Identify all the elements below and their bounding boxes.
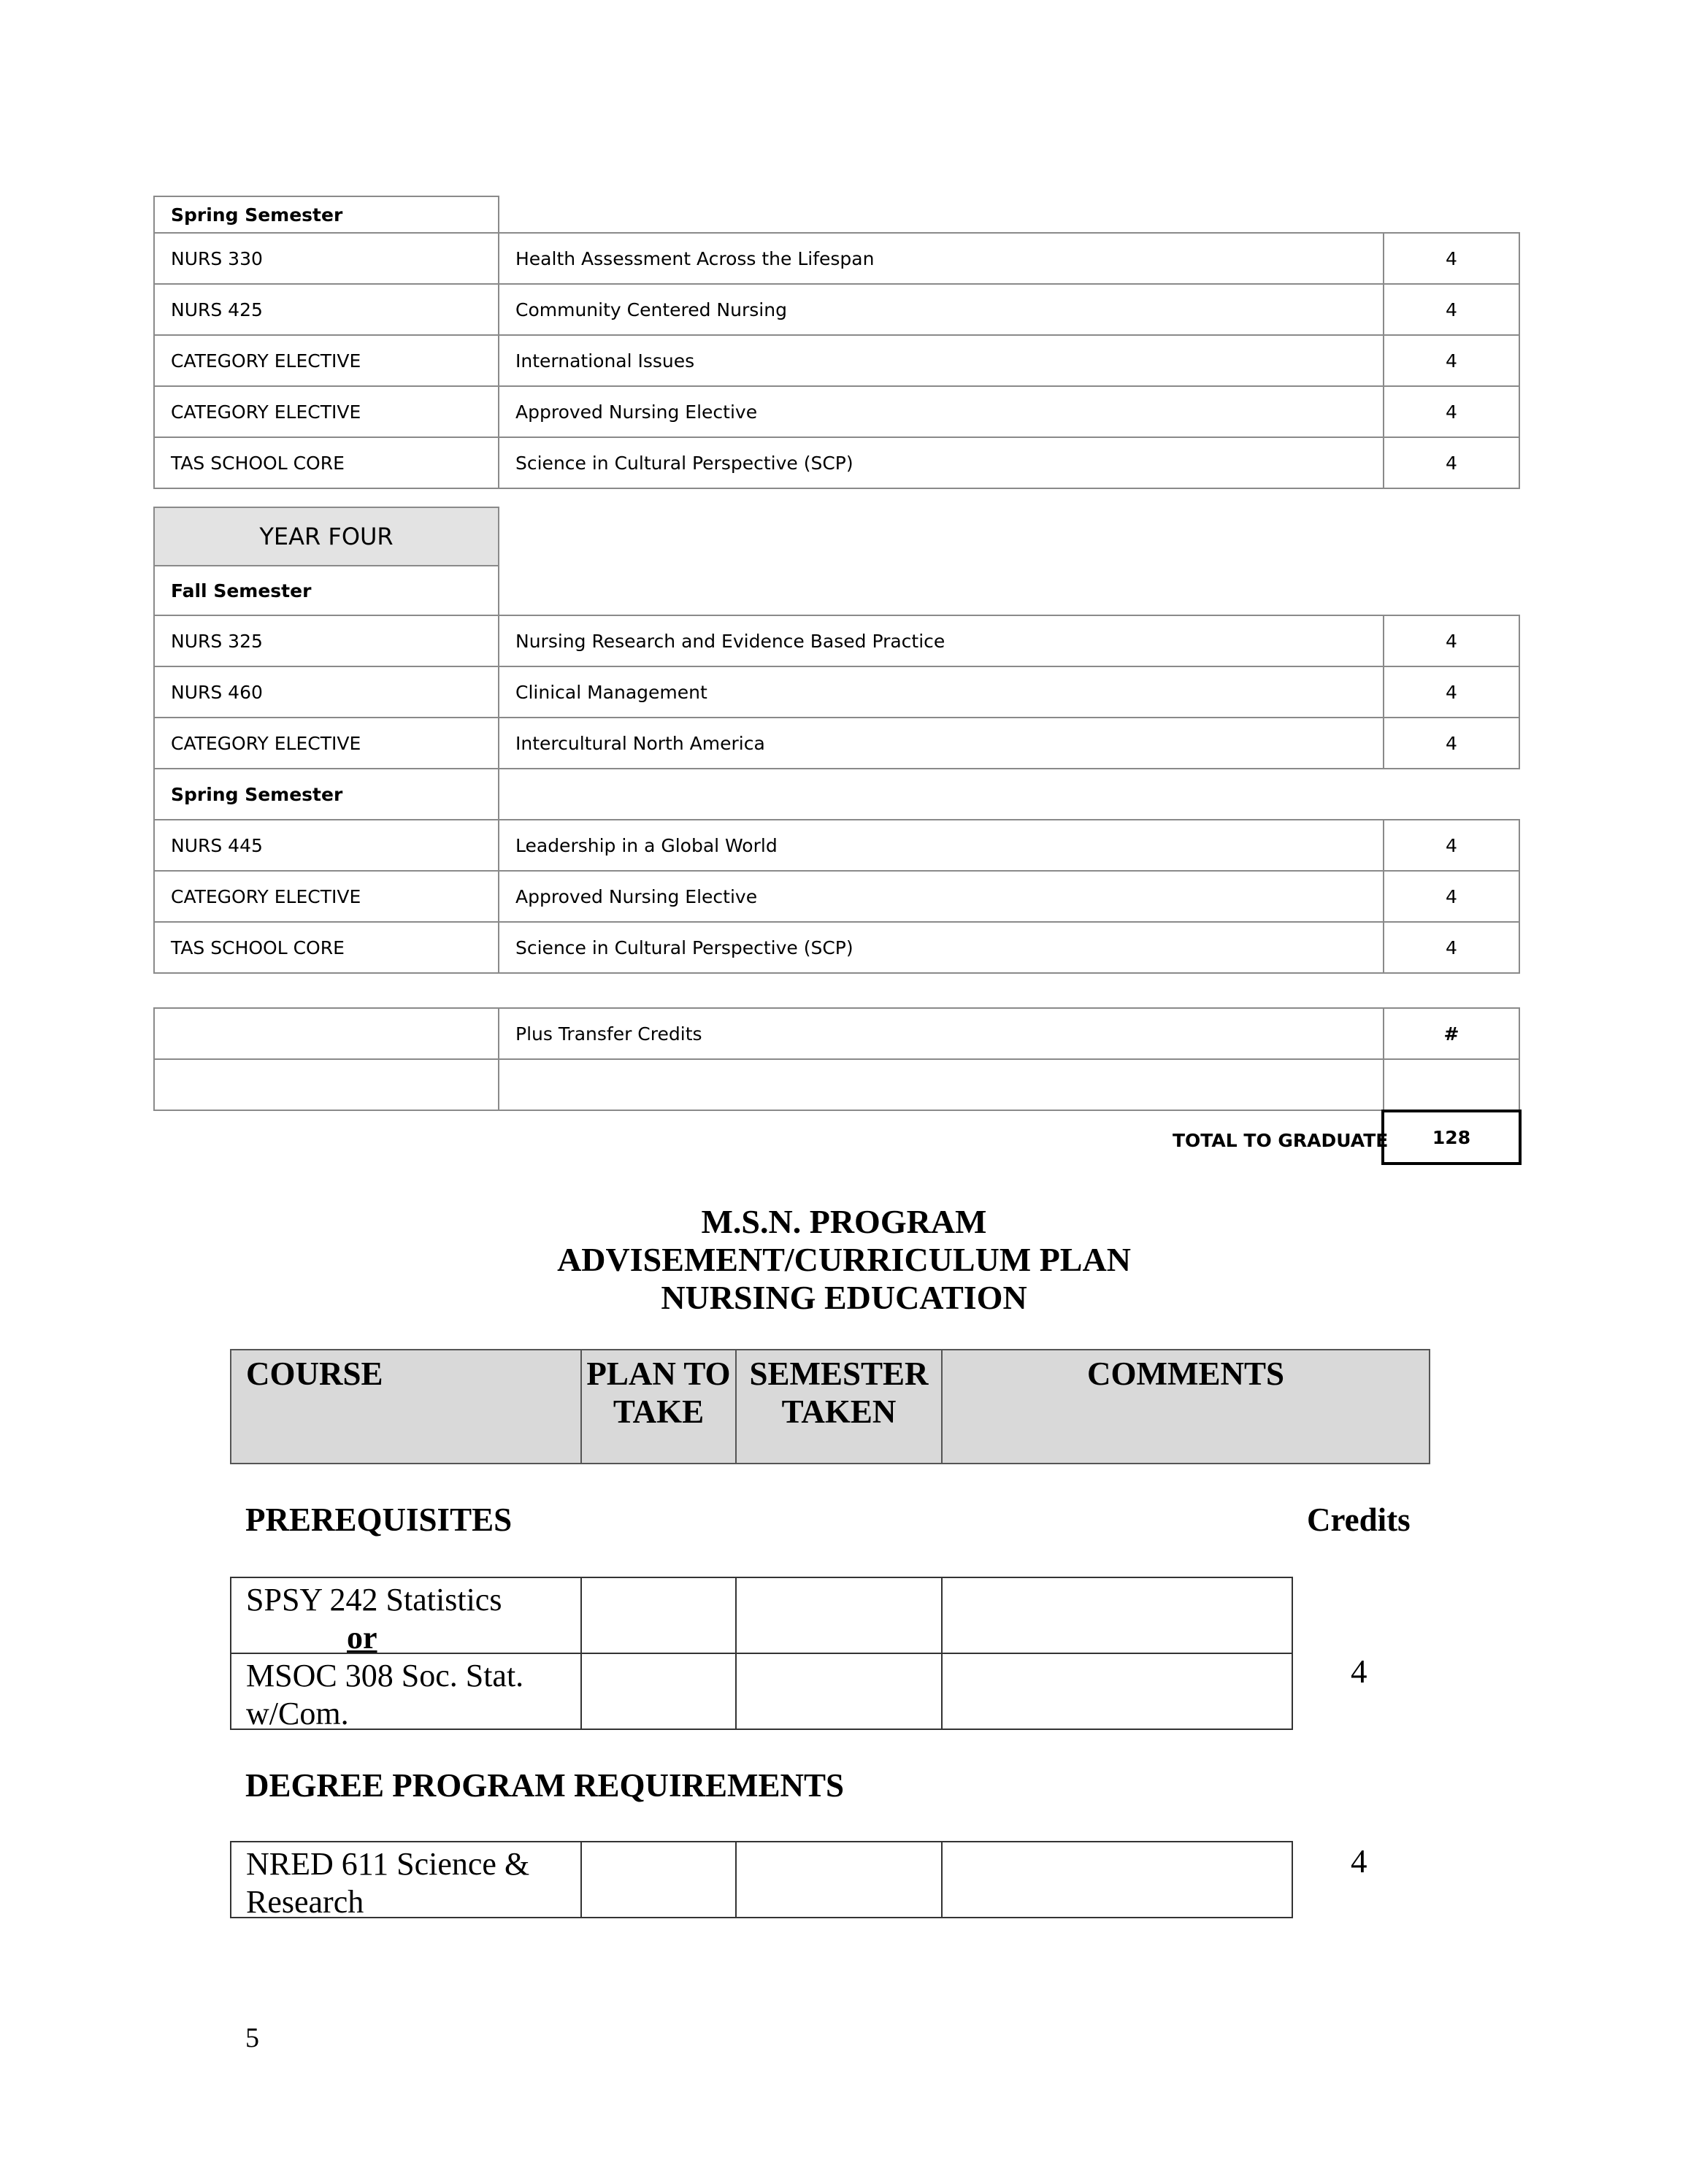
transfer-credits-label: Plus Transfer Credits [498, 1007, 1384, 1060]
msn-title-line-1: M.S.N. PROGRAM [701, 1203, 987, 1240]
course-title-cell: Leadership in a Global World [498, 819, 1384, 872]
course-credits-cell: 4 [1383, 819, 1520, 872]
empty-cell [1383, 1058, 1520, 1111]
prereq-course-cell [230, 1577, 582, 1654]
course-title-cell: Intercultural North America [498, 717, 1384, 769]
course-title-cell: Community Centered Nursing [498, 283, 1384, 336]
degree-requirements-heading: DEGREE PROGRAM REQUIREMENTS [245, 1767, 845, 1804]
transfer-credits-value: # [1383, 1007, 1520, 1060]
course-credits-cell: 4 [1383, 437, 1520, 489]
course-credits-cell: 4 [1383, 717, 1520, 769]
prereq-course-name: SPSY 242 Statistics [246, 1582, 502, 1618]
course-title-cell: International Issues [498, 334, 1384, 387]
course-code-cell: CATEGORY ELECTIVE [153, 385, 499, 438]
msn-title-line-2: ADVISEMENT/CURRICULUM PLAN [557, 1241, 1131, 1278]
course-credits-cell: 4 [1383, 283, 1520, 336]
degree-course-cell: NRED 611 Science & Research [230, 1841, 582, 1918]
total-to-graduate-label: TOTAL TO GRADUATE [1173, 1130, 1389, 1151]
course-credits-cell: 4 [1383, 870, 1520, 923]
semester-cell [735, 1841, 943, 1918]
course-title-cell: Science in Cultural Perspective (SCP) [498, 437, 1384, 489]
course-code-cell: TAS SCHOOL CORE [153, 921, 499, 974]
semester-cell [735, 1653, 943, 1730]
fall-semester-header: Fall Semester [153, 565, 499, 616]
header-semester-taken: SEMESTER TAKEN [735, 1349, 943, 1464]
course-code-cell: NURS 460 [153, 666, 499, 718]
course-code-cell: NURS 325 [153, 615, 499, 667]
header-course: COURSE [230, 1349, 582, 1464]
page-number: 5 [245, 2023, 259, 2053]
course-title-cell: Science in Cultural Perspective (SCP) [498, 921, 1384, 974]
empty-cell [153, 1058, 499, 1111]
year-four-heading: YEAR FOUR [153, 507, 499, 566]
course-title-cell: Approved Nursing Elective [498, 870, 1384, 923]
course-code-cell: CATEGORY ELECTIVE [153, 717, 499, 769]
course-credits-cell: 4 [1383, 666, 1520, 718]
prereq-or: or [347, 1620, 377, 1656]
course-credits-cell: 4 [1383, 921, 1520, 974]
course-code-cell: NURS 445 [153, 819, 499, 872]
course-code-cell: NURS 425 [153, 283, 499, 336]
empty-cell [498, 1058, 1384, 1111]
course-code-cell: NURS 330 [153, 232, 499, 285]
prereq-course-cell: MSOC 308 Soc. Stat. w/Com. [230, 1653, 582, 1730]
comments-cell [941, 1653, 1293, 1730]
comments-cell [941, 1841, 1293, 1918]
course-code-cell: CATEGORY ELECTIVE [153, 334, 499, 387]
course-credits-cell: 4 [1383, 232, 1520, 285]
total-to-graduate-value: 128 [1381, 1110, 1522, 1165]
plan-cell [580, 1841, 737, 1918]
header-comments: COMMENTS [941, 1349, 1430, 1464]
prerequisites-heading: PREREQUISITES [245, 1502, 513, 1538]
plan-cell [580, 1577, 737, 1654]
msn-title-line-3: NURSING EDUCATION [661, 1279, 1027, 1316]
prereq-credits: 4 [1351, 1653, 1367, 1690]
course-credits-cell: 4 [1383, 615, 1520, 667]
course-credits-cell: 4 [1383, 334, 1520, 387]
course-title-cell: Nursing Research and Evidence Based Practice [498, 615, 1384, 667]
credits-heading: Credits [1307, 1502, 1411, 1538]
course-code-cell: TAS SCHOOL CORE [153, 437, 499, 489]
spring-semester-header: Spring Semester [153, 768, 499, 820]
spring-semester-header: Spring Semester [153, 196, 499, 234]
header-plan-to-take: PLAN TO TAKE [580, 1349, 737, 1464]
course-title-cell: Health Assessment Across the Lifespan [498, 232, 1384, 285]
course-code-cell: CATEGORY ELECTIVE [153, 870, 499, 923]
course-title-cell: Clinical Management [498, 666, 1384, 718]
degree-credits: 4 [1351, 1843, 1367, 1880]
semester-cell [735, 1577, 943, 1654]
empty-cell [153, 1007, 499, 1060]
plan-cell [580, 1653, 737, 1730]
comments-cell [941, 1577, 1293, 1654]
course-credits-cell: 4 [1383, 385, 1520, 438]
course-title-cell: Approved Nursing Elective [498, 385, 1384, 438]
